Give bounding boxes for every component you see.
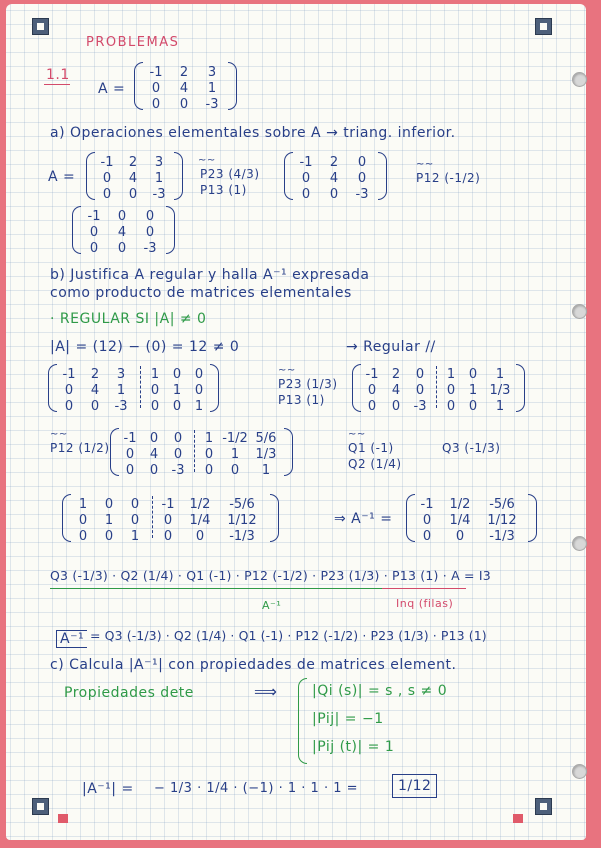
page-title: PROBLEMAS (86, 35, 180, 50)
matrix-cell: 0 (468, 367, 478, 382)
matrix-cell: 0 (163, 513, 173, 528)
aug-3-left (118, 432, 190, 477)
matrix-cell: 0 (150, 399, 160, 414)
matrix-cell: 0 (422, 513, 432, 528)
matrix-cell: 4 (329, 171, 339, 186)
matrix-cell: 0 (90, 399, 100, 414)
op-p13: P13 (1) (200, 183, 247, 197)
matrix-cell: 0 (104, 497, 114, 512)
matrix-cell: -1 (100, 155, 114, 170)
matrix-cell: -1 (87, 209, 101, 224)
matrix-cell: 1 (207, 81, 217, 96)
matrix-cell: 2 (391, 367, 401, 382)
underline (50, 588, 412, 589)
matrix-cell: 2 (128, 155, 138, 170)
bracket (378, 152, 387, 200)
matrix-cell: 2 (179, 65, 189, 80)
matrix-cell: 1 (116, 383, 126, 398)
augment-bar (436, 366, 437, 408)
matrix-cell: 0 (357, 171, 367, 186)
matrix-cell: 1 (150, 367, 160, 382)
matrix-cell: 0 (149, 463, 159, 478)
matrix-cell: 4 (391, 383, 401, 398)
matrix-cell: 1/2 (449, 497, 471, 512)
matrix-cell: 0 (367, 383, 377, 398)
brace-label: A⁻¹ (262, 599, 282, 612)
matrix-cell: 1 (130, 529, 140, 544)
matrix-cell: -1 (365, 367, 379, 382)
matrix-cell: 0 (468, 399, 478, 414)
matrix-cell: 0 (89, 241, 99, 256)
matrix-cell: 0 (130, 513, 140, 528)
matrix-cell: 0 (194, 383, 204, 398)
matrix-cell: 1 (495, 399, 505, 414)
matrix-cell: 4 (90, 383, 100, 398)
matrix-cell: 0 (204, 463, 214, 478)
matrix-cell: -1/3 (229, 529, 255, 544)
matrix-cell: 0 (151, 97, 161, 112)
props-label: Propiedades dete (64, 685, 194, 701)
corner-marker (535, 18, 552, 35)
matrix-cell: 1 (154, 171, 164, 186)
determinant-line: |A| = (12) − (0) = 12 ≠ 0 (50, 339, 240, 355)
matrix-cell: 0 (150, 383, 160, 398)
product-line: Q3 (-1/3) · Q2 (1/4) · Q1 (-1) · P12 (-1/2) · P23 (1/3) · P13 (1) · A = I3 (50, 568, 491, 583)
matrix-cell: 1 (194, 399, 204, 414)
part-a-lhs: A = (48, 169, 76, 185)
matrix-cell: 2 (329, 155, 339, 170)
binder-hole (572, 764, 587, 779)
augment-bar (152, 496, 153, 538)
matrix-cell: 0 (172, 367, 182, 382)
binder-hole (572, 304, 587, 319)
matrix-cell: 0 (78, 513, 88, 528)
matrix-cell: 0 (151, 81, 161, 96)
prop-2: |Pij| = −1 (312, 711, 384, 727)
matrix-cell: 0 (329, 187, 339, 202)
matrix-cell: 4 (149, 447, 159, 462)
matrix-cell: 5/6 (255, 431, 277, 446)
result-expression: − 1/3 · 1/4 · (−1) · 1 · 1 · 1 = (154, 781, 358, 796)
matrix-cell: 0 (102, 187, 112, 202)
matrix-cell: -5/6 (489, 497, 515, 512)
prop-3: |Pij (t)| = 1 (312, 739, 395, 755)
matrix-cell: 0 (301, 187, 311, 202)
notebook-page: PROBLEMAS 1.1 A = -1 2 3 0 4 1 0 0 -3 a) Operaciones elementales sobre A → triang. inferior. A = -1 2 3 0 4 1 0 0 -3 ~~ P23 (4/3) P13 (1) -1 2 0 0 4 0 0 0 -3 ~~ P12 (-1/2) -1 0 0 0 4 0 0 0 -3 b) Justifica A regular y halla A⁻¹ expresada como producto de matrices elementales · REGULAR SI |A| ≠ 0 |A| = (12) − (0) = 12 ≠ 0 → Regular // -1 2 3 0 4 1 0 0 -3 1 0 0 0 1 0 0 0 1 ~~ P23 (1/3) P13 (1) -1 2 0 0 4 0 0 0 -3 1 0 1 0 1 1/3 0 0 1 ~~ P12 (1/2) -1 0 0 0 4 0 0 0 -3 1 -1/2 5/6 0 1 1/3 0 0 1 ~~ Q1 (-1) Q2 (1/4) Q3 (-1/3) 1 0 0 0 1 0 0 0 1 -1 1/2 -5/6 0 1/4 1/12 0 0 -1/3 ⇒ A⁻¹ = -1 1/2 -5/6 0 1/4 1/12 0 0 -1/3 Q3 (-1/3) · Q2 (1/4) · Q1 (-1) · P12 (-1/2) · P23 (1/3) · P13 (1) · A = I3 A⁻¹ Inq (filas) A⁻¹ = Q3 (-1/3) · Q2 (1/4) · Q1 (-1) · P12 (-1/2) · P23 (1/3) · P13 (1) c) Calcula |A⁻¹| con propiedades de matrices element. Propiedades dete ⟹ |Qi (s)| = s , s ≠ 0 |Pij| = −1 |Pij (t)| = 1 |A⁻¹| = − 1/3 · 1/4 · (−1) · 1 · 1 · 1 = 1/12 (6, 4, 586, 840)
red-tab (513, 814, 523, 823)
matrix-cell: -5/6 (229, 497, 255, 512)
matrix-cell: 0 (149, 431, 159, 446)
aug-2-left (360, 368, 432, 413)
inverse-expr-label: A⁻¹ (56, 630, 87, 648)
matrix-cell: 0 (130, 497, 140, 512)
matrix-cell: 2 (90, 367, 100, 382)
bracket (284, 428, 293, 476)
part-c-heading: c) Calcula |A⁻¹| con propiedades de matrices element. (50, 657, 457, 673)
part-b-heading-1: b) Justifica A regular y halla A⁻¹ expresada (50, 267, 370, 283)
matrix-cell: 4 (128, 171, 138, 186)
matrix-cell: 0 (173, 431, 183, 446)
matrix-cell: 0 (195, 529, 205, 544)
matrix-step-2 (292, 156, 376, 201)
matrix-cell: 0 (117, 241, 127, 256)
bracket (270, 494, 279, 542)
matrix-cell: 1 (78, 497, 88, 512)
matrix-cell: 1/3 (255, 447, 277, 462)
matrix-cell: -1/2 (222, 431, 248, 446)
matrix-cell: 1/3 (489, 383, 511, 398)
matrix-cell: 1 (261, 463, 271, 478)
matrix-cell: 0 (128, 187, 138, 202)
matrix-cell: 0 (145, 209, 155, 224)
binder-hole (572, 72, 587, 87)
aug-op-1: P23 (1/3) (278, 377, 338, 391)
matrix-cell: 0 (446, 383, 456, 398)
matrix-a (142, 66, 226, 111)
matrix-cell: 1/12 (487, 513, 517, 528)
matrix-step-1 (94, 156, 172, 201)
matrix-cell: 1/12 (227, 513, 257, 528)
underline (44, 84, 70, 85)
right-note: Inq (filas) (396, 597, 454, 610)
matrix-cell: 0 (125, 463, 135, 478)
aug-1-right (144, 368, 210, 413)
part-b-heading-2: como producto de matrices elementales (50, 285, 352, 301)
inverse-matrix (414, 498, 524, 543)
aug-op-2: P13 (1) (278, 393, 325, 407)
regular-note: · REGULAR SI |A| ≠ 0 (50, 311, 207, 327)
matrix-cell: 4 (179, 81, 189, 96)
matrix-cell: 0 (89, 225, 99, 240)
matrix-cell: 0 (301, 171, 311, 186)
matrix-cell: 3 (154, 155, 164, 170)
matrix-cell: 4 (117, 225, 127, 240)
matrix-cell: 0 (422, 529, 432, 544)
matrix-cell: -3 (152, 187, 166, 202)
problem-number: 1.1 (46, 67, 70, 83)
matrix-cell: 1/4 (449, 513, 471, 528)
matrix-cell: 0 (64, 399, 74, 414)
op-p23: P23 (4/3) (200, 167, 260, 181)
result-lhs: |A⁻¹| = (82, 781, 134, 797)
matrix-cell: -3 (355, 187, 369, 202)
matrix-cell: 0 (104, 529, 114, 544)
matrix-step-3 (80, 210, 164, 255)
part-a-heading: a) Operaciones elementales sobre A → triang. inferior. (50, 125, 456, 141)
underline (382, 588, 466, 589)
matrix-cell: -3 (205, 97, 219, 112)
result-value: 1/12 (392, 774, 437, 798)
matrix-cell: 1/4 (189, 513, 211, 528)
op-p12: P12 (-1/2) (416, 171, 481, 185)
matrix-cell: 0 (172, 399, 182, 414)
bracket (228, 62, 237, 110)
matrix-cell: 0 (163, 529, 173, 544)
props-brace (298, 678, 307, 764)
matrix-cell: -3 (413, 399, 427, 414)
bracket (174, 152, 183, 200)
binder-hole (572, 536, 587, 551)
corner-marker (32, 798, 49, 815)
matrix-cell: -1/3 (489, 529, 515, 544)
matrix-cell: 0 (102, 171, 112, 186)
matrix-cell: -1 (299, 155, 313, 170)
matrix-cell: 1 (468, 383, 478, 398)
matrix-a-label: A = (98, 81, 126, 97)
matrix-cell: 0 (64, 383, 74, 398)
matrix-cell: 0 (415, 367, 425, 382)
bracket (210, 364, 219, 412)
corner-marker (32, 18, 49, 35)
matrix-cell: -1 (123, 431, 137, 446)
props-arrow: ⟹ (254, 682, 278, 701)
matrix-cell: 0 (125, 447, 135, 462)
aug-op-6: Q3 (-1/3) (442, 441, 501, 455)
determinant-conclusion: → Regular // (346, 339, 436, 355)
aug-1-left (56, 368, 134, 413)
matrix-cell: 1 (204, 431, 214, 446)
matrix-cell: 3 (207, 65, 217, 80)
matrix-cell: 0 (455, 529, 465, 544)
matrix-cell: 1 (230, 447, 240, 462)
matrix-cell: 0 (357, 155, 367, 170)
matrix-cell: -3 (114, 399, 128, 414)
matrix-cell: 0 (78, 529, 88, 544)
aug-3-right (198, 432, 282, 477)
aug-4-left (70, 498, 148, 543)
aug-op-4: Q1 (-1) (348, 441, 394, 455)
matrix-cell: 1 (104, 513, 114, 528)
prop-1: |Qi (s)| = s , s ≠ 0 (312, 683, 448, 699)
matrix-cell: 0 (117, 209, 127, 224)
red-tab (58, 814, 68, 823)
aug-4-right (156, 498, 264, 543)
inverse-label: ⇒ A⁻¹ = (334, 511, 393, 527)
inverse-expression: = Q3 (-1/3) · Q2 (1/4) · Q1 (-1) · P12 (-1/2) · P23 (1/3) · P13 (1) (90, 628, 487, 643)
matrix-cell: -1 (420, 497, 434, 512)
matrix-cell: 0 (446, 399, 456, 414)
matrix-cell: 0 (145, 225, 155, 240)
matrix-cell: -3 (143, 241, 157, 256)
matrix-cell: 1 (446, 367, 456, 382)
matrix-cell: 0 (367, 399, 377, 414)
matrix-cell: -1 (149, 65, 163, 80)
matrix-cell: 0 (391, 399, 401, 414)
matrix-cell: 0 (173, 447, 183, 462)
augment-bar (140, 366, 141, 408)
matrix-cell: -1 (62, 367, 76, 382)
matrix-cell: 0 (230, 463, 240, 478)
bracket (528, 494, 537, 542)
matrix-cell: -3 (171, 463, 185, 478)
aug-2-right (440, 368, 516, 413)
matrix-cell: 1 (172, 383, 182, 398)
matrix-cell: 0 (194, 367, 204, 382)
matrix-cell: 3 (116, 367, 126, 382)
matrix-cell: 0 (179, 97, 189, 112)
aug-op-3: P12 (1/2) (50, 441, 110, 455)
bracket (516, 364, 525, 412)
corner-marker (535, 798, 552, 815)
aug-op-5: Q2 (1/4) (348, 457, 402, 471)
matrix-cell: 0 (415, 383, 425, 398)
augment-bar (194, 430, 195, 472)
matrix-cell: 1 (495, 367, 505, 382)
matrix-cell: 1/2 (189, 497, 211, 512)
matrix-cell: 0 (204, 447, 214, 462)
matrix-cell: -1 (161, 497, 175, 512)
bracket (166, 206, 175, 254)
